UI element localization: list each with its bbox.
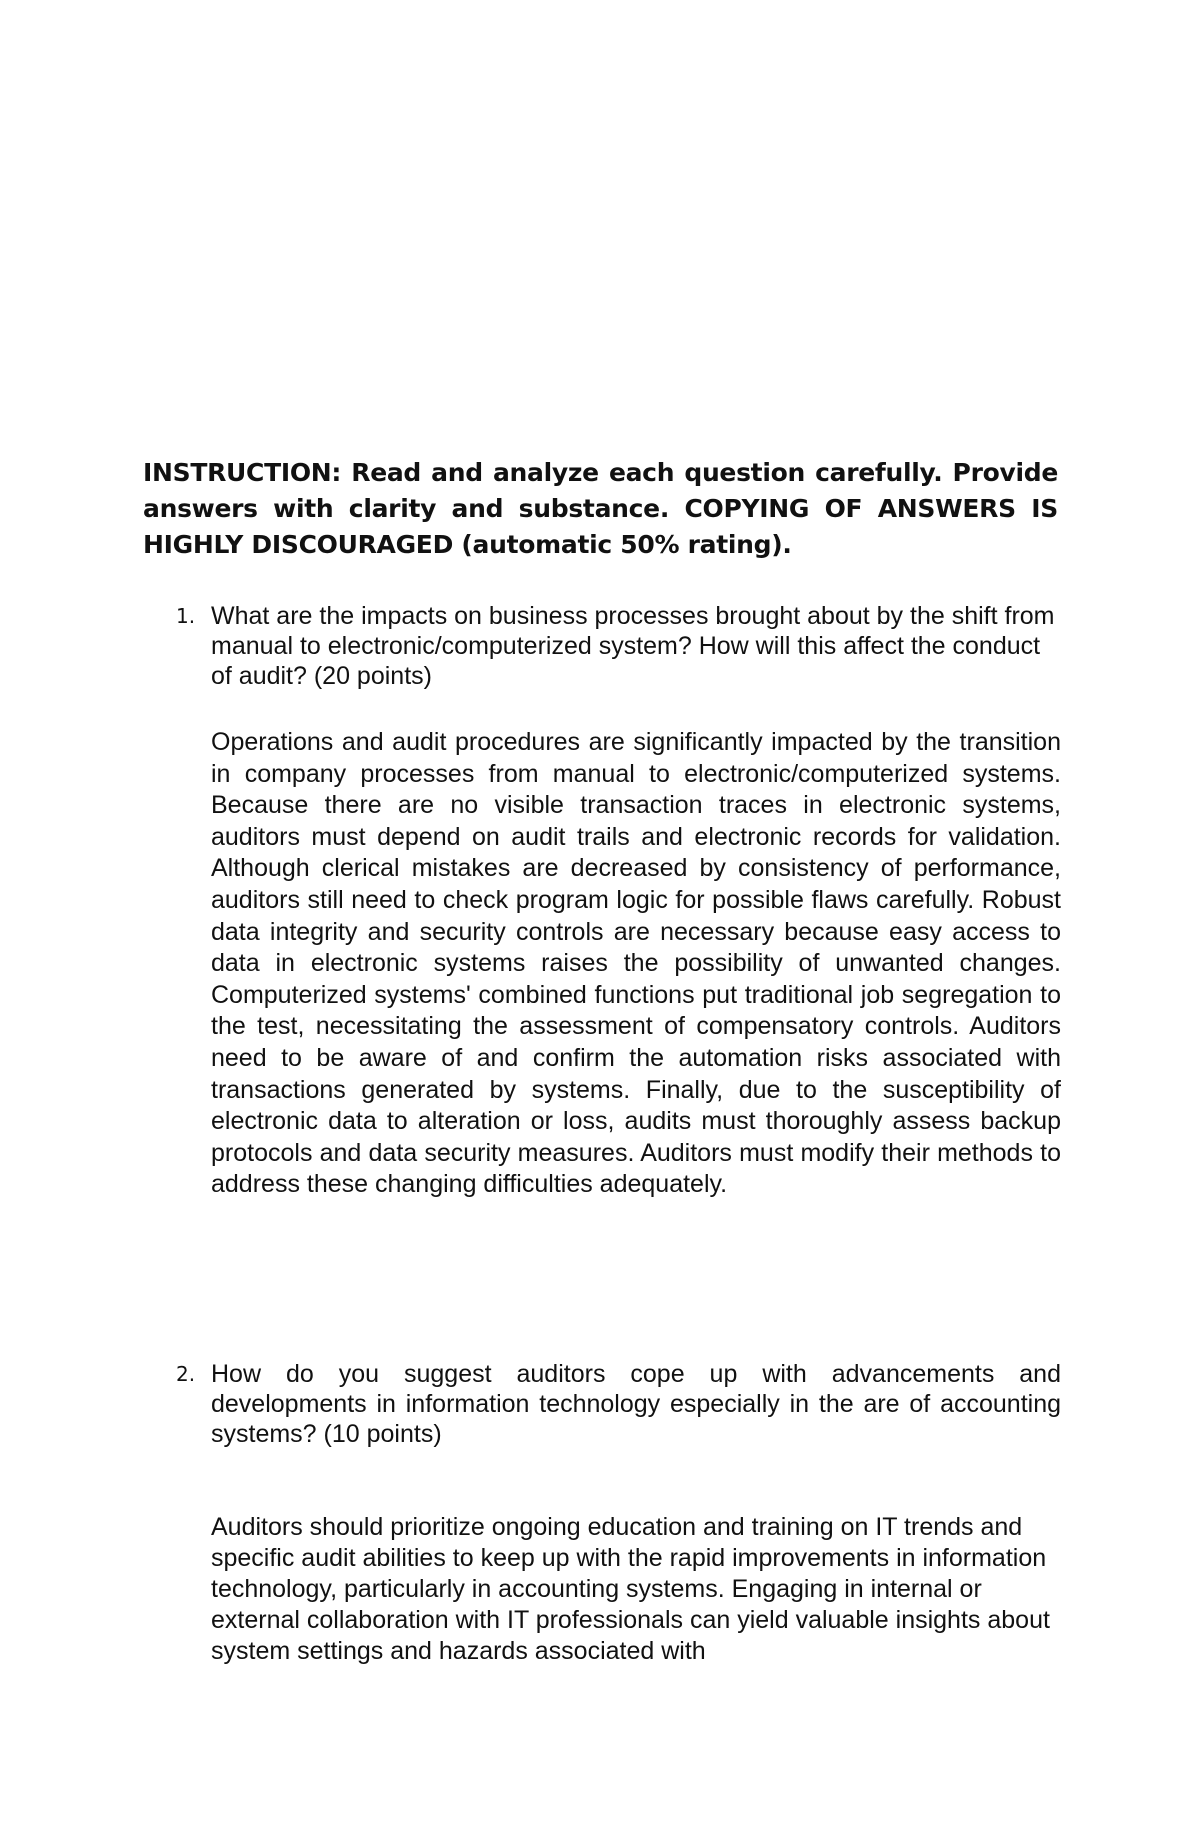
answer-1: Operations and audit procedures are significantly impacted by the transition in company processes from manual to electronic/computerized systems. Because there are no visible transaction traces in electronic systems, auditors must depend on audit trails and electronic records for validation. Although clerical mistakes are decreased by consistency of performance, auditors still need to check program logic for possible flaws carefully. Robust data integrity and security controls are necessary because easy access to data in electronic systems raises the possibility of unwanted changes. Computerized systems' combined functions put traditional job segregation to the test, necessitating the assessment of compensatory controls. Auditors need to be aware of and confirm the automation risks associated with transactions generated by systems. Finally, due to the susceptibility of electronic data to alteration or loss, audits must thoroughly assess backup protocols and data security measures. Auditors must modify their methods to address these changing difficulties adequately. <box>211 728 1061 1199</box>
question-text: What are the impacts on business processes brought about by the shift from manual to electronic/computerized system? How will this affect the conduct of audit? (20 points) <box>211 602 1055 690</box>
question-text: How do you suggest auditors cope up with advancements and developments in information technology especially in the are of accounting systems? (10 points) <box>211 1360 1061 1448</box>
question-number: 2. <box>176 1362 196 1386</box>
question-1 <box>176 601 1061 691</box>
question-2 <box>176 1359 1061 1449</box>
instruction-text: INSTRUCTION: Read and analyze each question carefully. Provide answers with clarity and substance. COPYING OF ANSWERS IS HIGHLY DISCOURAGED (automatic 50% rating). <box>143 458 1058 559</box>
answer-2: Auditors should prioritize ongoing education and training on IT trends and specific audit abilities to keep up with the rapid improvements in information technology, particularly in accounting systems. Engaging in internal or external collaboration with IT professionals can yield valuable insights about system settings and hazards associated with <box>211 1513 1050 1665</box>
question-number: 1. <box>176 604 196 628</box>
